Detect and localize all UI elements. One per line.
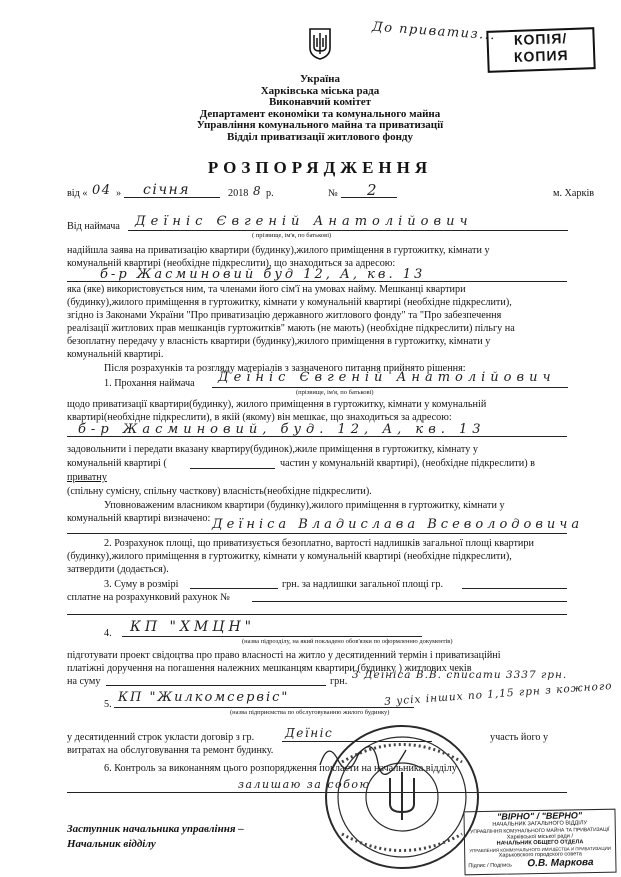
item1-address-line [67, 436, 567, 437]
para1-body-3: згідно із Законами України "Про приватизацію державного житлового фонду" та "Про забезпечення [67, 310, 502, 321]
signature-title-2: Начальник відділу [67, 838, 156, 850]
copy-stamp-line-1: КОПІЯ/ [513, 30, 568, 48]
verno-stamp-line-6: Харьковского городского совета [498, 851, 582, 859]
para1-body-5: безоплатну передачу у власність квартири (будинку),жилого приміщення в гуртожитку, кімнати у [67, 336, 491, 347]
item6-line-a: 6. Контроль за виконанням цього розпорядження покласти на начальника відділу [104, 763, 457, 774]
header-department: Департамент економіки та комунального майна [199, 107, 441, 120]
item5-line-a-1: у десятиденний строк укласти договір з гр. [67, 732, 255, 743]
item5-line-b: витратах на обслуговування та ремонт будинку. [67, 745, 274, 756]
item1-owner-hand: Деїніса Владислава Всеволодовича [212, 517, 584, 532]
item6-hand: залишаю за собою [238, 778, 371, 791]
item1-line-a: щодо приватизації квартири(будинку), жилого приміщення в гуртожитку, кімнати у комунальній [67, 399, 487, 410]
item3-line-b: сплатне на розрахунковий рахунок № [67, 592, 230, 603]
verno-stamp-line-4: НАЧАЛЬНИК ОБЩЕГО ОТДЕЛА [496, 839, 584, 847]
item5-person-hand: Деїніс [285, 726, 334, 740]
date-year-suffix: р. [266, 188, 274, 199]
header-division: Управління комунального майна та приватизації [196, 119, 444, 131]
item4-line-a: підготувати проект свідоцтва про право власності на житло у десятиденний термін і приватизаційні [67, 650, 501, 661]
number-line [341, 197, 397, 198]
verno-stamp-line-3: Харківської міської ради / [506, 832, 574, 841]
item1-name-line [212, 387, 568, 388]
item1-share-line [190, 468, 275, 469]
verno-stamp [463, 809, 616, 876]
item3-blank-line [67, 614, 567, 615]
date-month-line [124, 197, 220, 198]
header-country: Україна [299, 73, 341, 85]
applicant-label: Від наймача [67, 221, 120, 232]
verno-stamp-head: "ВІРНО" / "ВЕРНО" [496, 810, 583, 822]
city-label: м. Харків [553, 188, 595, 199]
date-year-hand: 8 [253, 184, 263, 198]
para1-address-hand: б-р Жасминовий буд 12, А, кв. 13 [100, 267, 426, 282]
number-label: № [328, 188, 338, 199]
header-council: Харківська міська рада [260, 84, 380, 97]
date-from-label: від « [67, 188, 88, 199]
item3-line-a-2: грн. за надлишки загальної площі гр. [282, 579, 444, 590]
trident-emblem-icon [309, 28, 331, 60]
verno-stamp-signer: О.В. Маркова [527, 856, 594, 869]
header-section: Відділ приватизації житлового фонду [226, 130, 413, 143]
applicant-name: Деїніс Євгеній Анатолійович [135, 214, 473, 229]
item4-org-line [122, 636, 422, 637]
date-year: 2018 [228, 188, 249, 199]
para1-body-6: комунальній квартирі. [67, 349, 164, 360]
item3-sum-line [190, 588, 278, 589]
item1-line-c: задовольнити і передати вказану квартиру(будинок),жиле приміщення в гуртожитку, кімнату у [67, 444, 478, 455]
applicant-caption: ( прізвище, ім'я, по батькові) [252, 232, 332, 239]
item4-line-c-2: грн. [330, 676, 348, 687]
date-month: січня [143, 182, 191, 198]
item6-line [67, 792, 567, 793]
header-block [150, 74, 490, 143]
para1-body-4: реалізації житлових прав мешканців гуртожитків" мають (не мають) (необхідне підкреслити) пільгу на [67, 323, 515, 334]
item5-org-hand: КП "Жилкомсервіс" [118, 690, 290, 705]
item1-line-h: комунальній квартирі визначено: [67, 513, 211, 524]
corner-handwritten-note: До приватиз... [371, 19, 497, 44]
item3-account-line [252, 601, 567, 602]
item4-label: 4. [104, 628, 112, 639]
item1-line-b: квартирі(необхідне підкреслити), в якій (якому) він мешкає, що знаходиться за адресою: [67, 412, 452, 423]
signature-title-1: Заступник начальника управління – [67, 823, 244, 835]
header-committee: Виконавчий комітет [268, 96, 372, 108]
item1-line-e: приватну [67, 472, 107, 483]
item5-label: 5. [104, 699, 112, 710]
item4-line-c-1: на суму [67, 676, 101, 687]
document-number: 2 [367, 181, 379, 199]
applicant-name-line [128, 230, 568, 231]
item1-line-g: Уповноваженим власником квартири (будинку),жилого приміщення в гуртожитку, кімнати у [104, 500, 505, 511]
item4-line-b: платіжні доручення на погашення належних мешканцям квартири (будинку ) житлових чеків [67, 663, 472, 674]
item1-address-hand: б-р Жасминовий, буд. 12, А, кв. 13 [78, 422, 486, 437]
verno-stamp-line-5: УПРАВЛЕНИЯ КОММУНАЛЬНОГО ИМУЩЕСТВА И ПРИВАТИЗАЦИИ [469, 845, 611, 853]
item5-caption: (назва підприємства по обслуговуванню жилого будинку) [230, 709, 390, 716]
para1-body-2: (будинку),жилого приміщення в гуртожитку, кімнати у комунальній квартирі (необхідне підкреслити), [67, 297, 512, 308]
item1-name-hand: Деїніс Євгеній Анатолійович [218, 370, 556, 385]
verno-stamp-line-1: НАЧАЛЬНИК ЗАГАЛЬНОГО ВІДДІЛУ [492, 820, 588, 828]
para1-line-a: надійшла заява на приватизацію квартири (будинку),жилого приміщення в гуртожитку, кімнати у [67, 245, 490, 256]
item5-line-a-2: участь його у [490, 732, 549, 743]
item4-sum-hand-2: 3 усіх інших по 1,15 грн з кожного [383, 680, 613, 708]
date-close-quote: » [116, 188, 122, 199]
decision-intro: Після розрахунків та розгляду матеріалів з зазначеного питання прийнято рішення: [104, 363, 466, 374]
copy-stamp-line-2: КОПИЯ [513, 47, 569, 65]
date-day: 04 [92, 183, 112, 198]
item2-line-c: затвердити (додається). [67, 564, 169, 575]
item4-caption: (назва підрозділу, на який покладено обов'язки по оформленню документів) [242, 638, 453, 645]
item1-line-d-2: частин у комунальній квартирі), (необхідне підкреслити) в [280, 458, 535, 469]
item4-sum-hand: 3 Деїніса В.В. списати 3337 грн. [352, 669, 568, 681]
item2-line-b: (будинку),жилого приміщення в гуртожитку, кімнати у комунальній квартирі (необхідне підкреслити), [67, 551, 512, 562]
para1-line-b: комунальній квартирі (необхідне підкреслити), що знаходиться за адресою: [67, 258, 396, 269]
verno-stamp-line-2: УПРАВЛІННЯ КОМУНАЛЬНОГО МАЙНА ТА ПРИВАТИЗАЦІЇ [470, 826, 610, 835]
item3-line-a-1: 3. Суму в розмірі [104, 579, 179, 590]
item1-owner-line [67, 533, 567, 534]
item3-person-line [462, 588, 567, 589]
copy-stamp [486, 27, 595, 73]
item2-line-a: 2. Розрахунок площі, що приватизується безоплатно, вартості надлишків загальної площі квартири [104, 538, 534, 549]
signature-scribble [318, 735, 408, 775]
item1-label: 1. Прохання наймача [104, 378, 195, 389]
para1-address-line [67, 281, 567, 282]
item4-org-hand: КП "ХМЦН" [130, 619, 256, 635]
document-title: РОЗПОРЯДЖЕННЯ [207, 158, 433, 177]
item4-sum-line [106, 685, 326, 686]
item1-caption: (прізвище, ім'я, по батькові) [296, 389, 374, 396]
item1-line-d-1: комунальній квартирі ( [67, 458, 167, 469]
item1-line-f: (спільну сумісну, спільну часткову) власність(необхідне підкреслити). [67, 486, 372, 497]
verno-stamp-sign-label: Підпис / Подпись [468, 861, 512, 869]
item5-org-line [114, 707, 414, 708]
para1-body-1: яка (яке) використовується ним, та членами його сім'ї на умовах найму. Мешканці квартири [67, 284, 466, 295]
